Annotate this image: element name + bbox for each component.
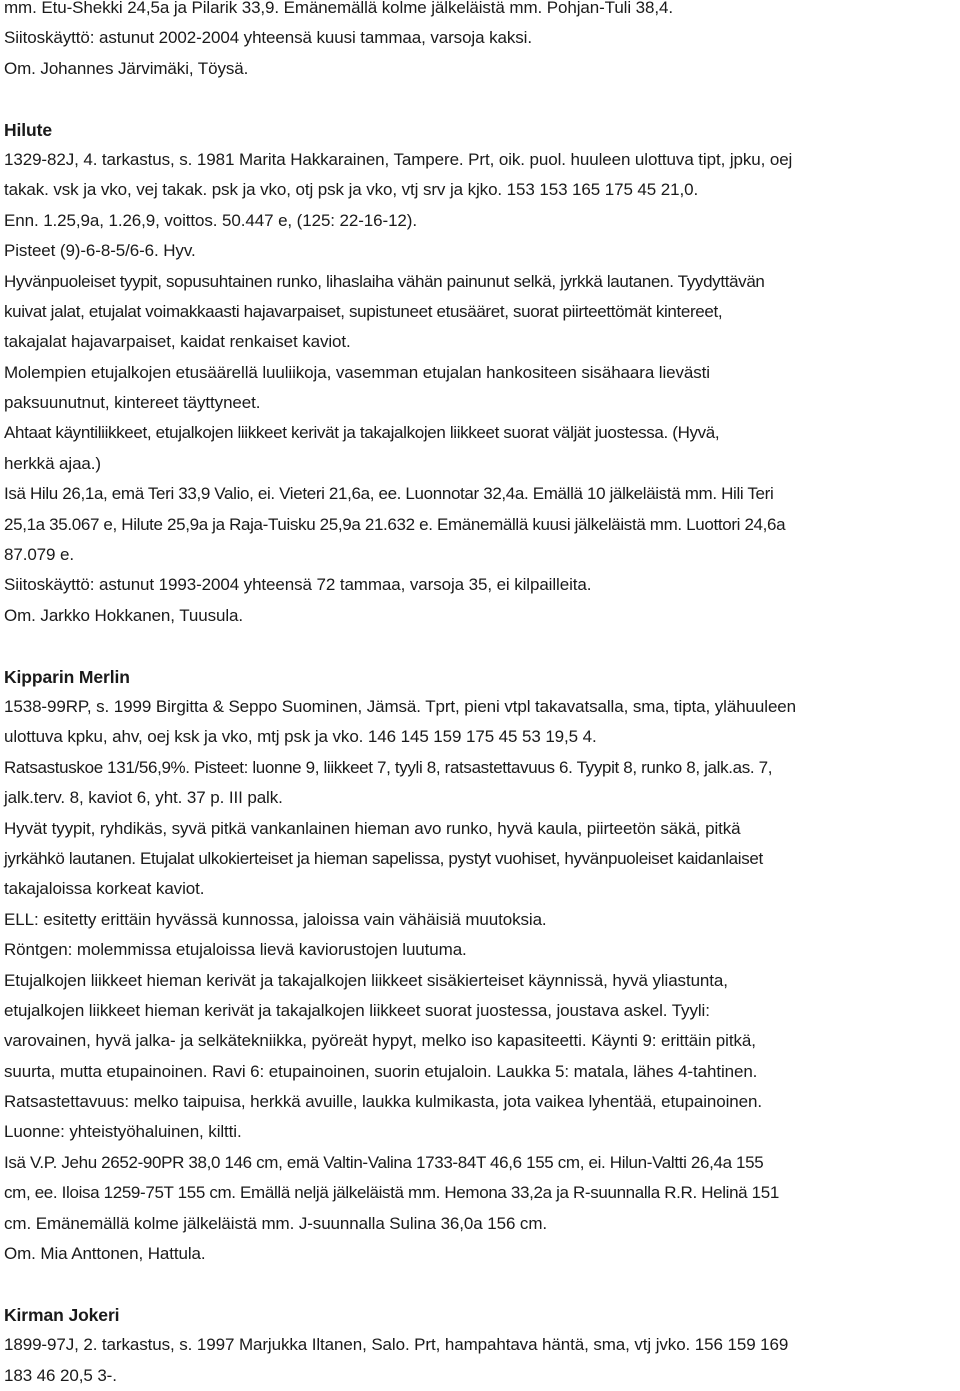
spacer xyxy=(4,1269,956,1299)
text-line: jyrkähkö lautanen. Etujalat ulkokierteiset ja hieman sapelissa, pystyt vuohiset, hyvänpuoleiset kaidanlaiset xyxy=(4,848,763,868)
text-line: Om. Johannes Järvimäki, Töysä. xyxy=(4,58,249,78)
text-line: mm. Etu-Shekki 24,5a ja Pilarik 33,9. Emänemällä kolme jälkeläistä mm. Pohjan-Tuli 38,4. xyxy=(4,0,673,17)
text-line: suurta, mutta etupainoinen. Ravi 6: etupainoinen, suorin etujaloin. Laukka 5: matala, lähes 4-tahtinen. xyxy=(4,1061,758,1081)
text-line: jalk.terv. 8, kaviot 6, yht. 37 p. III palk. xyxy=(4,788,283,808)
text-line: ulottuva kpku, ahv, oej ksk ja vko, mtj psk ja vko. 146 145 159 175 45 53 19,5 4. xyxy=(4,727,597,747)
text-line: Ratsastuskoe 131/56,9%. Pisteet: luonne 9, liikkeet 7, tyyli 8, ratsastettavuus 6. Tyypit 8, runko 8, jalk.as. 7, xyxy=(4,757,773,777)
text-line: Isä Hilu 26,1a, emä Teri 33,9 Valio, ei. Vieteri 21,6a, ee. Luonnotar 32,4a. Emällä 10 jälkeläistä mm. Hili Teri xyxy=(4,484,774,504)
entry-kirman-jokeri xyxy=(4,1300,956,1391)
text-line: takajaloissa korkeat kaviot. xyxy=(4,879,205,899)
text-line: 25,1a 35.067 e, Hilute 25,9a ja Raja-Tuisku 25,9a 21.632 e. Emänemällä kuusi jälkeläistä mm. Luottori 24,6a xyxy=(4,514,786,534)
text-line: takajalat hajavarpaiset, kaidat renkaiset kaviot. xyxy=(4,332,351,352)
text-line: Ratsastettavuus: melko taipuisa, herkkä avuille, laukka kulmikasta, jota vaikea lyhentää, etupainoinen. xyxy=(4,1092,762,1112)
text-line: Siitoskäyttö: astunut 1993-2004 yhteensä 72 tammaa, varsoja 35, ei kilpailleita. xyxy=(4,575,592,595)
text-line: 183 46 20,5 3-. xyxy=(4,1365,117,1385)
text-line: ELL: esitetty erittäin hyvässä kunnossa, jaloissa vain vähäisiä muutoksia. xyxy=(4,909,547,929)
text-line: Ahtaat käyntiliikkeet, etujalkojen liikkeet kerivät ja takajalkojen liikkeet suorat väljät juostessa. (Hyvä, xyxy=(4,423,720,443)
text-line: Etujalkojen liikkeet hieman kerivät ja takajalkojen liikkeet sisäkierteiset käynnissä, hyvä yliastunta, xyxy=(4,970,728,990)
document-page xyxy=(4,0,956,1391)
text-line: 1538-99RP, s. 1999 Birgitta & Seppo Suominen, Jämsä. Tprt, pieni vtpl takavatsalla, sma, tipta, ylähuuleen xyxy=(4,696,797,716)
text-line: 1329-82J, 4. tarkastus, s. 1981 Marita Hakkarainen, Tampere. Prt, oik. puol. huuleen ulottuva tipt, jpku, oej xyxy=(4,149,793,169)
entry-continuation xyxy=(4,0,956,84)
text-line: Siitoskäyttö: astunut 2002-2004 yhteensä kuusi tammaa, varsoja kaksi. xyxy=(4,28,532,48)
entry-heading: Kipparin Merlin xyxy=(4,666,130,687)
spacer xyxy=(4,84,956,114)
entry-heading: Kirman Jokeri xyxy=(4,1304,120,1325)
text-line: Hyvät tyypit, ryhdikäs, syvä pitkä vankanlainen hieman avo runko, hyvä kaula, piirteetön säkä, pitkä xyxy=(4,818,741,838)
text-line: cm. Emänemällä kolme jälkeläistä mm. J-suunnalla Sulina 36,0a 156 cm. xyxy=(4,1213,548,1233)
text-line: Om. Jarkko Hokkanen, Tuusula. xyxy=(4,605,243,625)
text-line: Röntgen: molemmissa etujaloissa lievä kaviorustojen luutuma. xyxy=(4,940,467,960)
text-line: Om. Mia Anttonen, Hattula. xyxy=(4,1244,206,1264)
text-line: Pisteet (9)-6-8-5/6-6. Hyv. xyxy=(4,241,196,261)
text-line: herkkä ajaa.) xyxy=(4,453,101,473)
text-line: 1899-97J, 2. tarkastus, s. 1997 Marjukka Iltanen, Salo. Prt, hampahtava häntä, sma, vtj jvko. 156 159 169 xyxy=(4,1335,789,1355)
entry-kipparin-merlin xyxy=(4,662,956,1270)
text-line: cm, ee. Iloisa 1259-75T 155 cm. Emällä neljä jälkeläistä mm. Hemona 33,2a ja R-suunnalla R.R. Helinä 151 xyxy=(4,1183,779,1203)
text-line: paksuunutnut, kintereet täyttyneet. xyxy=(4,393,261,413)
text-line: Enn. 1.25,9a, 1.26,9, voittos. 50.447 e, (125: 22-16-12). xyxy=(4,210,417,230)
text-line: Hyvänpuoleiset tyypit, sopusuhtainen runko, lihaslaiha vähän painunut selkä, jyrkkä lautanen. Tyydyttävän xyxy=(4,271,765,291)
entry-hilute xyxy=(4,115,956,632)
text-line: Luonne: yhteistyöhaluinen, kiltti. xyxy=(4,1122,242,1142)
text-line: kuivat jalat, etujalat voimakkaasti hajavarpaiset, supistuneet etusääret, suorat piirteettömät kintereet, xyxy=(4,301,723,321)
spacer xyxy=(4,631,956,661)
entry-heading: Hilute xyxy=(4,119,53,140)
text-line: etujalkojen liikkeet hieman kerivät ja takajalkojen liikkeet suorat juostessa, joustava askel. Tyyli: xyxy=(4,1000,710,1020)
text-line: takak. vsk ja vko, vej takak. psk ja vko, otj psk ja vko, vtj srv ja kjko. 153 153 165 175 45 21,0. xyxy=(4,180,699,200)
text-line: Isä V.P. Jehu 2652-90PR 38,0 146 cm, emä Valtin-Valina 1733-84T 46,6 155 cm, ei. Hilun-Valtti 26,4a 155 xyxy=(4,1152,764,1172)
text-line: varovainen, hyvä jalka- ja selkätekniikka, pyöreät hypyt, melko iso kapasiteetti. Käynti 9: erittäin pitkä, xyxy=(4,1031,756,1051)
text-line: 87.079 e. xyxy=(4,545,74,565)
text-line: Molempien etujalkojen etusäärellä luuliikoja, vasemman etujalan hankositeen sisähaara lievästi xyxy=(4,362,710,382)
